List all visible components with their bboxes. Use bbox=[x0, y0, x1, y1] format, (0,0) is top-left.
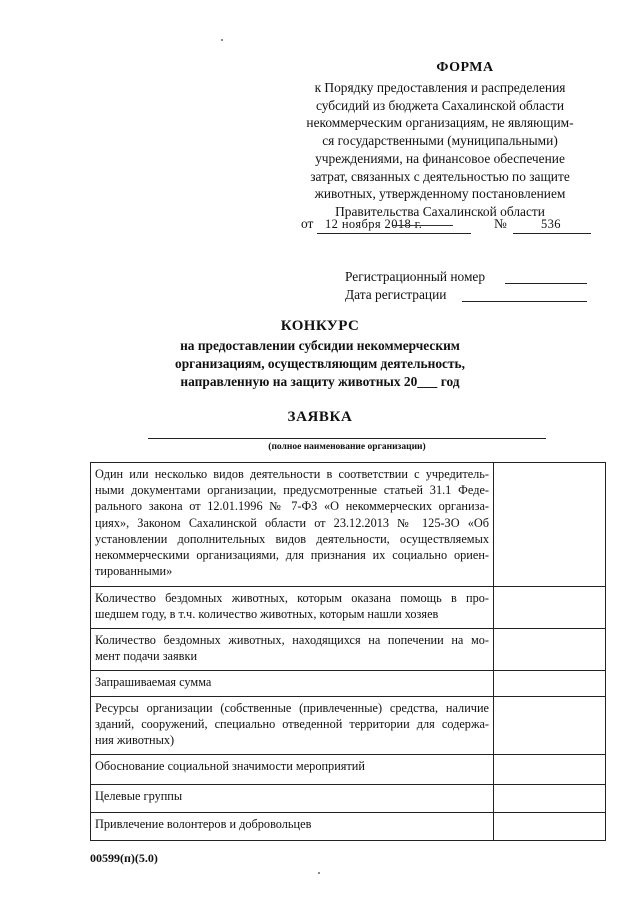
criterion-line: шедшем году, в т.ч. количество животных, которым нашли хозяев bbox=[95, 607, 439, 622]
date-underline bbox=[317, 233, 471, 234]
criterion-line: рального закона от 12.01.1996 № 7-ФЗ «О некоммерческих организа- bbox=[95, 499, 489, 514]
criterion-cell bbox=[91, 755, 494, 785]
registration-date-label: Дата регистрации bbox=[345, 287, 447, 302]
criterion-cell bbox=[91, 463, 494, 587]
decree-number: 536 bbox=[541, 217, 561, 231]
answer-cell[interactable] bbox=[494, 463, 606, 587]
answer-cell[interactable] bbox=[494, 813, 606, 841]
table-row bbox=[91, 813, 606, 841]
criterion-line: ния животных) bbox=[95, 733, 175, 748]
contest-subtitle-line: организациям, осуществляющим деятельность, bbox=[175, 356, 465, 371]
table-row bbox=[91, 463, 606, 587]
criterion-line: циях», Законом Сахалинской области от 23.12.2013 № 125-ЗО «Об bbox=[95, 515, 489, 530]
contest-subtitle-line: на предоставлении субсидии некоммерческим bbox=[180, 338, 460, 353]
criterion-line: Запрашиваемая сумма bbox=[95, 675, 212, 689]
criterion-line: тированными» bbox=[95, 564, 173, 579]
registration-date-row bbox=[345, 287, 605, 305]
criterion-cell bbox=[91, 587, 494, 629]
contest-subtitle-line: направленную на защиту животных 20___ год bbox=[180, 374, 460, 389]
registration-number-label: Регистрационный номер bbox=[345, 269, 486, 284]
decree-date-line bbox=[301, 216, 601, 238]
form-header-line: субсидий из бюджета Сахалинской области bbox=[316, 97, 564, 113]
criterion-line: Ресурсы организации (собственные (привлеченные) средства, наличие bbox=[95, 701, 489, 715]
table-row bbox=[91, 671, 606, 697]
form-header-line: некоммерческим организациям, не являющим- bbox=[306, 115, 574, 131]
table-row bbox=[91, 755, 606, 785]
form-header-line: к Порядку предоставления и распределения bbox=[314, 80, 566, 95]
criterion-line: Количество бездомных животных, находящихся на попечении на мо- bbox=[95, 633, 489, 647]
form-header-line: учреждениями, на финансовое обеспечение bbox=[315, 150, 565, 166]
registration-number-row bbox=[345, 269, 605, 287]
criterion-line: Привлечение волонтеров и добровольцев bbox=[95, 817, 312, 831]
criterion-line: некоммерческими организациями, для признания их социально ориен- bbox=[95, 548, 489, 563]
table-row bbox=[91, 587, 606, 629]
table-row bbox=[91, 785, 606, 813]
criterion-line: Целевые группы bbox=[95, 789, 183, 803]
form-header-text bbox=[285, 79, 595, 221]
date-strike bbox=[393, 225, 453, 226]
form-title: ФОРМА bbox=[436, 60, 494, 75]
application-title: ЗАЯВКА bbox=[287, 409, 353, 425]
form-header-line: ся государственными (муниципальными) bbox=[322, 133, 558, 149]
answer-cell[interactable] bbox=[494, 785, 606, 813]
application-table bbox=[90, 462, 606, 841]
answer-cell[interactable] bbox=[494, 629, 606, 671]
registration-number-field[interactable] bbox=[505, 283, 587, 284]
document-code: 00599(п)(5.0) bbox=[90, 851, 158, 865]
organization-name-field[interactable] bbox=[148, 438, 546, 439]
answer-cell[interactable] bbox=[494, 697, 606, 755]
answer-cell[interactable] bbox=[494, 671, 606, 697]
contest-title: КОНКУРС bbox=[280, 318, 360, 334]
registration-date-field[interactable] bbox=[462, 301, 587, 302]
criterion-cell bbox=[91, 697, 494, 755]
date-prefix: от bbox=[301, 216, 314, 231]
number-underline bbox=[513, 233, 591, 234]
organization-name-caption: (полное наименование организации) bbox=[268, 442, 426, 452]
criterion-line: мент подачи заявки bbox=[95, 649, 198, 664]
scan-speck bbox=[318, 872, 320, 874]
answer-cell[interactable] bbox=[494, 755, 606, 785]
criterion-cell bbox=[91, 629, 494, 671]
form-header-line: затрат, связанных с деятельностью по защите bbox=[310, 168, 570, 184]
table-row bbox=[91, 697, 606, 755]
criterion-line: Количество бездомных животных, которым оказана помощь в про- bbox=[95, 591, 489, 605]
application-table-body bbox=[91, 463, 606, 841]
number-prefix: № bbox=[494, 216, 507, 231]
criterion-line: зданий, сооружений, специально отведенной территории для содержа- bbox=[95, 717, 489, 732]
table-row bbox=[91, 629, 606, 671]
criterion-cell bbox=[91, 671, 494, 697]
criterion-line: ными документами организации, предусмотренные статьей 31.1 Феде- bbox=[95, 483, 489, 498]
criterion-cell bbox=[91, 813, 494, 841]
criterion-line: установлении дополнительных видов деятельности, осуществляемых bbox=[95, 531, 489, 546]
scan-speck bbox=[221, 39, 223, 41]
criterion-cell bbox=[91, 785, 494, 813]
answer-cell[interactable] bbox=[494, 587, 606, 629]
form-header-line: животных, утвержденному постановлением bbox=[314, 186, 566, 202]
criterion-line: Один или несколько видов деятельности в соответствии с учредитель- bbox=[95, 467, 489, 481]
criterion-line: Обоснование социальной значимости мероприятий bbox=[95, 759, 365, 773]
decree-date: 12 ноября 2018 г. bbox=[325, 217, 423, 231]
contest-subtitle bbox=[120, 337, 520, 391]
form-header-line: Правительства Сахалинской области bbox=[335, 203, 545, 219]
